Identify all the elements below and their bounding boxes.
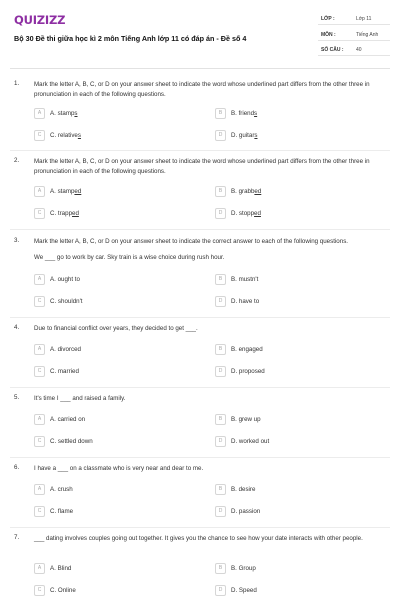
option-letter-box: D [215,208,226,219]
question-number: 5. [14,394,20,401]
option-a[interactable] [34,563,199,576]
option-a[interactable] [34,414,199,427]
option-text: B. engaged [231,346,263,353]
option-letter-box: C [34,366,45,377]
option-text: D. proposed [231,368,265,375]
question-divider [10,527,390,528]
option-letter-box: A [34,563,45,574]
option-text: A. ought to [50,276,80,283]
option-b[interactable] [215,274,380,287]
option-text: C. shouldn't [50,298,83,305]
option-text: D. stopped [231,210,261,217]
option-c[interactable] [34,506,199,519]
question-number: 7. [14,534,20,541]
option-letter-box: B [215,414,226,425]
option-letter-box: A [34,274,45,285]
option-b[interactable] [215,414,380,427]
question-divider [10,317,390,318]
option-c[interactable] [34,436,199,449]
option-letter-box: B [215,344,226,355]
question-divider [10,229,390,230]
option-text: B. friends [231,110,258,117]
option-letter-box: C [34,506,45,517]
option-text: D. guitars [231,132,258,139]
option-letter-box: C [34,208,45,219]
option-text: A. divorced [50,346,81,353]
option-b[interactable] [215,563,380,576]
option-text: A. stamps [50,110,78,117]
option-letter-box: C [34,585,45,596]
question-number: 1. [14,80,20,87]
meta-row-question-count [318,45,390,56]
quizizz-logo[interactable]: QUIZIZZ [14,13,66,27]
header-divider [10,68,390,69]
option-text: B. grew up [231,416,261,423]
option-text: C. relatives [50,132,81,139]
option-d[interactable] [215,436,380,449]
option-text: C. Online [50,587,76,594]
option-d[interactable] [215,296,380,309]
option-a[interactable] [34,484,199,497]
question-divider [10,150,390,151]
question-number: 4. [14,324,20,331]
option-letter-box: B [215,484,226,495]
option-text: C. settled down [50,438,93,445]
option-c[interactable] [34,208,199,221]
option-text: C. trapped [50,210,79,217]
option-text: B. mustn't [231,276,259,283]
option-letter-box: A [34,414,45,425]
option-d[interactable] [215,585,380,598]
option-d[interactable] [215,506,380,519]
question-divider [10,387,390,388]
option-a[interactable] [34,186,199,199]
question-number: 3. [14,237,20,244]
question-text: Mark the letter A, B, C, or D on your answer sheet to indicate the word whose underlined part differs from the other three in pronunciation in each of the following questions. [34,81,370,98]
option-letter-box: D [215,585,226,596]
option-c[interactable] [34,585,199,598]
option-b[interactable] [215,108,380,121]
option-letter-box: C [34,436,45,447]
option-b[interactable] [215,344,380,357]
option-letter-box: A [34,484,45,495]
option-c[interactable] [34,366,199,379]
option-text: B. desire [231,486,256,493]
option-letter-box: D [215,366,226,377]
option-letter-box: D [215,296,226,307]
worksheet-header [0,0,400,70]
option-text: A. carried on [50,416,86,423]
option-text: C. flame [50,508,74,515]
option-letter-box: D [215,436,226,447]
option-c[interactable] [34,296,199,309]
option-letter-box: B [215,108,226,119]
option-text: D. worked out [231,438,270,445]
option-a[interactable] [34,274,199,287]
option-text: A. crush [50,486,73,493]
option-d[interactable] [215,366,380,379]
question-text: Mark the letter A, B, C, or D on your answer sheet to indicate the correct answer to each of the following questions. [34,238,349,245]
meta-label: SỐ CÂU : [321,47,344,53]
option-text: A. stamped [50,188,82,195]
option-text: B. Group [231,565,256,572]
option-text: D. passion [231,508,261,515]
option-a[interactable] [34,108,199,121]
question-text: It's time I ___ and raised a family. [34,395,126,402]
option-a[interactable] [34,344,199,357]
meta-value: Lớp 11 [356,16,372,22]
option-letter-box: A [34,108,45,119]
option-letter-box: C [34,296,45,307]
option-b[interactable] [215,186,380,199]
option-letter-box: D [215,130,226,141]
meta-row-subject [318,30,390,41]
option-letter-box: D [215,506,226,517]
option-d[interactable] [215,130,380,143]
option-d[interactable] [215,208,380,221]
option-letter-box: B [215,274,226,285]
option-letter-box: B [215,563,226,574]
option-text: D. have to [231,298,260,305]
question-text: Mark the letter A, B, C, or D on your answer sheet to indicate the word whose underlined part differs from the other three in pronunciation in each of the following questions. [34,158,370,175]
question-number: 6. [14,464,20,471]
document-title: Bộ 30 Đề thi giữa học kì 2 môn Tiếng Anh lớp 11 có đáp án - Đề số 4 [14,34,247,43]
option-letter-box: B [215,186,226,197]
question-text: Due to financial conflict over years, they decided to get ___. [34,325,198,332]
meta-value: 40 [356,47,362,53]
option-text: A. Blind [50,565,72,572]
option-text: D. Speed [231,587,257,594]
question-text: ___ dating involves couples going out together. It gives you the chance to see how your date interacts with other people. [34,535,363,542]
question-text: I have a ___ on a classmate who is very near and dear to me. [34,465,204,472]
option-b[interactable] [215,484,380,497]
question-number: 2. [14,157,20,164]
meta-row-grade [318,14,390,25]
meta-label: LỚP : [321,16,335,22]
question-divider [10,457,390,458]
question-sentence: We ___ go to work by car. Sky train is a wise choice during rush hour. [34,254,225,261]
option-letter-box: A [34,344,45,355]
option-c[interactable] [34,130,199,143]
meta-label: MÔN : [321,32,336,38]
meta-value: Tiếng Anh [356,32,379,38]
option-text: C. married [50,368,79,375]
option-letter-box: C [34,130,45,141]
option-letter-box: A [34,186,45,197]
option-text: B. grabbed [231,188,262,195]
